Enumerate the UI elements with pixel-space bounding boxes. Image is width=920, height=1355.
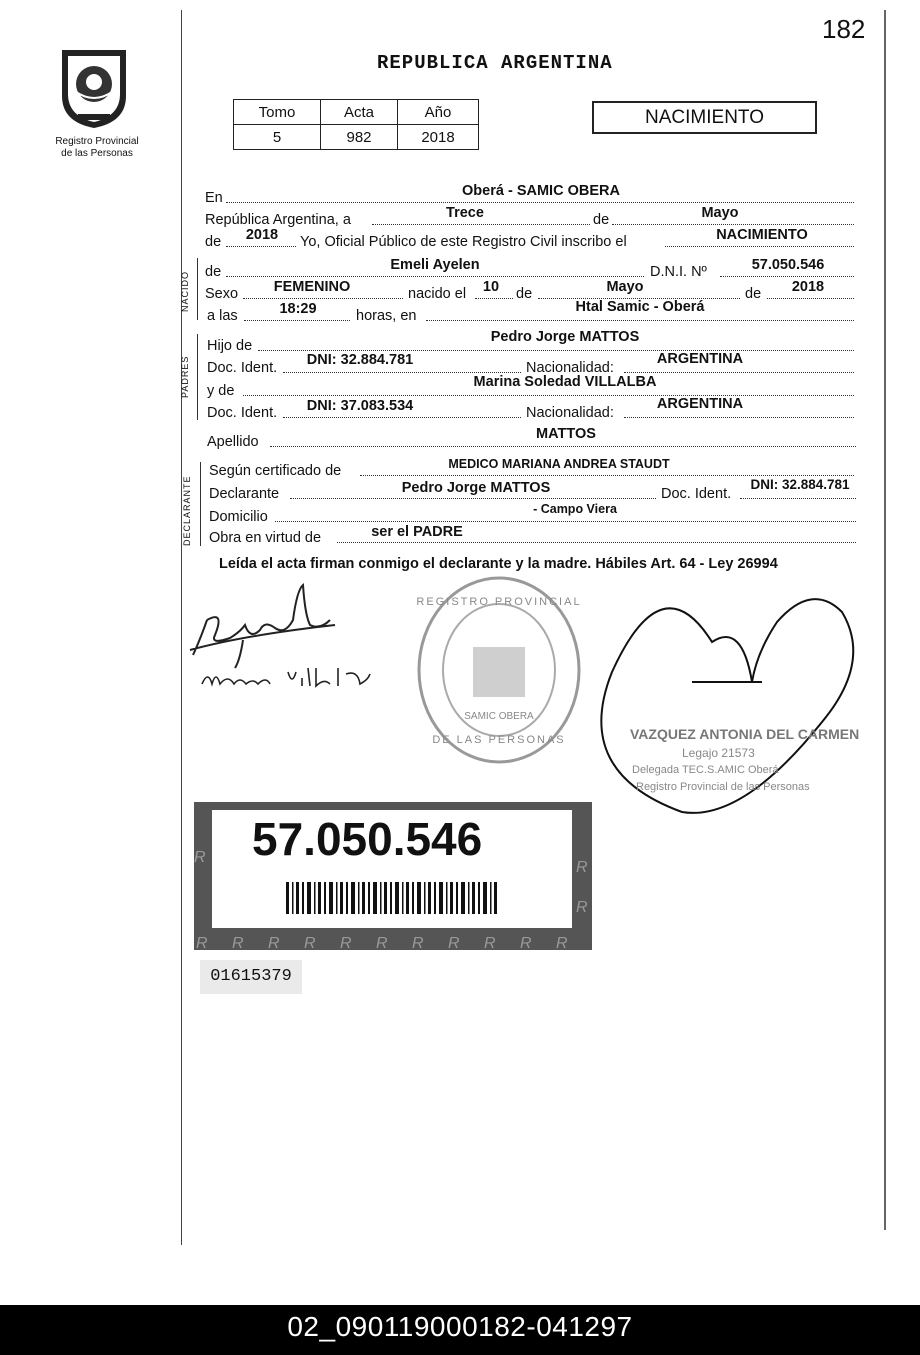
closing-text: Leída el acta firman conmigo el declarante y la madre. Hábiles Art. 64 - Ley 26994: [219, 556, 778, 572]
cert-value: MEDICO MARIANA ANDREA STAUDT: [448, 457, 670, 471]
child-dni: 57.050.546: [751, 257, 825, 273]
father-doc: DNI: 32.884.781: [306, 352, 414, 368]
svg-text:R: R: [484, 935, 496, 950]
svg-text:DE LAS PERSONAS: DE LAS PERSONAS: [432, 734, 566, 746]
svg-text:R: R: [520, 935, 532, 950]
decl-doc-label: Doc. Ident.: [661, 486, 732, 502]
apellido-label: Apellido: [207, 434, 259, 450]
svg-text:R: R: [196, 935, 208, 950]
right-margin-line: [884, 10, 886, 1230]
svg-text:SAMIC OBERA: SAMIC OBERA: [464, 711, 534, 722]
year-value: 2018: [245, 227, 279, 243]
svg-text:R: R: [412, 935, 424, 950]
svg-text:R: R: [576, 899, 588, 916]
acta-header: Acta: [321, 100, 398, 125]
svg-text:REGISTRO PROVINCIAL: REGISTRO PROVINCIAL: [416, 596, 582, 608]
padres-side-label: PADRES: [180, 355, 190, 398]
tomo-header: Tomo: [234, 100, 321, 125]
horas-label: horas, en: [356, 308, 417, 324]
document-title: REPUBLICA ARGENTINA: [377, 52, 613, 74]
decl-doc-value: DNI: 32.884.781: [750, 477, 850, 492]
father-nationality: ARGENTINA: [656, 351, 744, 367]
doc-label: Doc. Ident.: [207, 360, 278, 376]
round-registry-stamp: [415, 575, 583, 765]
nacido-de-label: de: [205, 264, 222, 280]
decl-value: Pedro Jorge MATTOS: [401, 480, 551, 496]
month-value: Mayo: [701, 205, 739, 221]
svg-text:R: R: [376, 935, 388, 950]
hijo-label: Hijo de: [207, 338, 253, 354]
registry-caption-line2: de las Personas: [61, 148, 133, 159]
svg-text:R: R: [232, 935, 244, 950]
apellido-value: MATTOS: [536, 426, 596, 442]
svg-text:R: R: [448, 935, 460, 950]
de-label: de: [593, 212, 610, 228]
cert-label: Según certificado de: [209, 463, 342, 479]
page-number: 182: [822, 14, 866, 44]
yo-text: Yo, Oficial Público de este Registro Civil inscribo el: [300, 234, 627, 250]
control-number: 01615379: [200, 960, 302, 994]
ano-header: Año: [398, 100, 479, 125]
official-name: VAZQUEZ ANTONIA DEL CARMEN: [630, 726, 860, 742]
nacido-side-label: NACIDO: [180, 270, 190, 312]
left-margin-line: [181, 10, 182, 1245]
sexo-value: FEMENINO: [273, 279, 351, 295]
ano-value: 2018: [398, 125, 479, 150]
republica-label: República Argentina, a: [205, 212, 351, 228]
record-table: [233, 99, 479, 150]
nacido-el-label: nacido el: [408, 286, 467, 302]
mother-signature: [198, 660, 374, 696]
domicilio-value: - Campo Viera: [533, 502, 617, 516]
act-value: NACIMIENTO: [716, 227, 808, 243]
mother-nationality: ARGENTINA: [656, 396, 744, 412]
day-value: Trece: [446, 205, 484, 221]
padres-bar: [197, 334, 198, 420]
birth-month: Mayo: [606, 279, 644, 295]
doc-label-2: Doc. Ident.: [207, 405, 278, 421]
registry-caption: [40, 136, 154, 160]
official-title: Delegada TEC.S.AMIC Oberá: [632, 764, 779, 776]
nac-label: Nacionalidad:: [526, 360, 614, 376]
svg-text:R: R: [556, 935, 568, 950]
record-type-box: NACIMIENTO: [592, 101, 817, 134]
de2-label: de: [205, 234, 222, 250]
a-las-label: a las: [207, 308, 238, 324]
declarant-signature: [185, 580, 345, 670]
svg-text:R: R: [576, 859, 588, 876]
official-legajo: Legajo 21573: [682, 746, 755, 760]
domicilio-label: Domicilio: [209, 509, 268, 525]
official-registry: Registro Provincial de las Personas: [636, 781, 810, 793]
sexo-label: Sexo: [205, 286, 239, 302]
declarante-bar: [200, 462, 201, 546]
birth-day: 10: [482, 279, 500, 295]
de-label-2: de: [516, 286, 533, 302]
nac-label-2: Nacionalidad:: [526, 405, 614, 421]
de-label-3: de: [745, 286, 762, 302]
father-name: Pedro Jorge MATTOS: [490, 329, 640, 345]
svg-text:R: R: [194, 849, 206, 866]
tomo-value: 5: [234, 125, 321, 150]
mother-doc: DNI: 37.083.534: [306, 398, 414, 414]
obra-label: Obra en virtud de: [209, 530, 322, 546]
svg-text:R: R: [268, 935, 280, 950]
misiones-seal-logo: [56, 44, 132, 130]
svg-text:R: R: [304, 935, 316, 950]
birth-place: Htal Samic - Oberá: [575, 299, 705, 315]
en-value: Oberá - SAMIC OBERA: [462, 183, 620, 199]
birth-year: 2018: [791, 279, 825, 295]
dni-label: D.N.I. Nº: [650, 264, 707, 280]
nacido-bar: [197, 258, 198, 320]
mother-name: Marina Soledad VILLALBA: [473, 374, 657, 390]
en-label: En: [205, 190, 223, 206]
y-de-label: y de: [207, 383, 235, 399]
decl-label: Declarante: [209, 486, 280, 502]
obra-value: ser el PADRE: [371, 524, 463, 540]
child-name: Emeli Ayelen: [390, 257, 480, 273]
registry-caption-line1: Registro Provincial: [55, 136, 139, 147]
svg-text:R: R: [340, 935, 352, 950]
footer-code: 02_090119000182-041297: [0, 1305, 920, 1355]
birth-time: 18:29: [279, 301, 317, 317]
barcode-number: 57.050.546: [252, 813, 483, 865]
acta-value: 982: [321, 125, 398, 150]
declarante-side-label: DECLARANTE: [182, 475, 192, 546]
